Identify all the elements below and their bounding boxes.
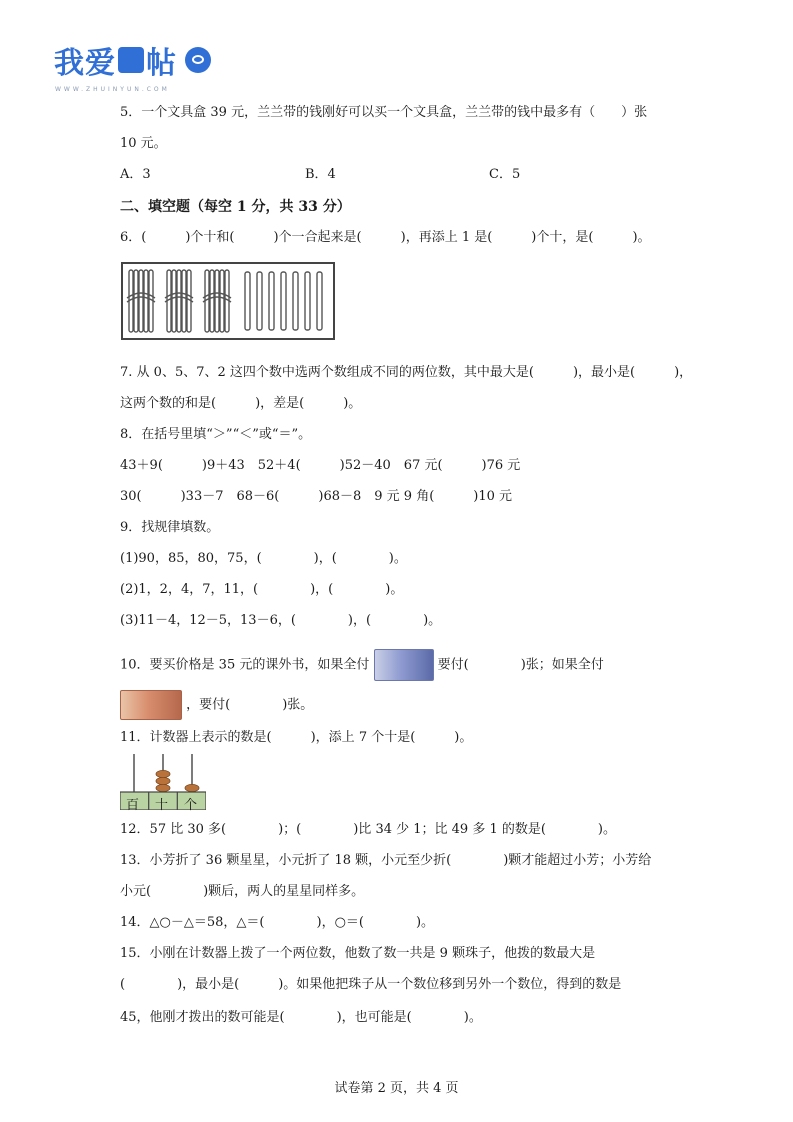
counter-label-ones: 个 <box>184 798 198 813</box>
chat-bubble-icon <box>185 47 211 73</box>
q8: 8．在括号里填“＞”“＜”或“＝”。 <box>120 427 312 442</box>
q10-line2 <box>120 690 313 720</box>
q8-row2: 30( )33－7 68－6( )68－8 9 元 9 角( )10 元 <box>120 489 513 504</box>
q5-line1: 5．一个文具盒 39 元，兰兰带的钱刚好可以买一个文具盒，兰兰带的钱中最多有（ ）张 <box>120 105 648 120</box>
q9-3: (3)11－4，12－5，13－6，( )，( )。 <box>120 613 442 628</box>
page-footer: 试卷第 2 页，共 4 页 <box>334 1081 459 1096</box>
single-sticks <box>245 272 322 330</box>
section-2-title: 二、填空题（每空 1 分，共 33 分） <box>120 199 351 215</box>
q7-line2: 这两个数的和是( )，差是( )。 <box>120 396 362 411</box>
q8-row1: 43＋9( )9＋43 52＋4( )52－40 67 元( )76 元 <box>120 458 521 473</box>
q6: 6．( )个十和( )个一合起来是( )，再添上 1 是( )个十，是( )。 <box>120 230 651 245</box>
q10-line1 <box>120 649 604 681</box>
q7-line1: 7. 从 0、5、7、2 这四个数中选两个数组成不同的两位数，其中最大是( )，最小是( )， <box>120 365 693 380</box>
sticks-illustration <box>123 264 333 338</box>
q15-line3: 45，他刚才拨出的数可能是( )，也可能是( )。 <box>120 1010 482 1025</box>
logo-subtitle: WWW.ZHUINYUN.COM <box>55 86 170 93</box>
q9-2: (2)1，2，4，7，11，( )，( )。 <box>120 582 404 597</box>
logo-mark-icon <box>118 47 144 73</box>
twenty-yuan-note-image <box>120 690 182 720</box>
ten-yuan-note-image <box>374 649 434 681</box>
q9: 9．找规律填数。 <box>120 520 220 535</box>
q13-line2: 小元( )颗后，两人的星星同样多。 <box>120 884 365 899</box>
logo-text: 我爱 <box>54 46 116 81</box>
counter-label-hundreds: 百 <box>126 798 140 813</box>
logo <box>54 38 211 82</box>
q14: 14．△○－△＝58，△＝( )，○＝( )。 <box>120 915 435 930</box>
q12: 12．57 比 30 多( )；( )比 34 少 1；比 49 多 1 的数是( )。 <box>120 822 617 837</box>
q11: 11．计数器上表示的数是( )，添上 7 个十是( )。 <box>120 730 473 745</box>
q10-text-post: 要付( )张；如果全付 <box>437 657 604 673</box>
stick-bundle-3 <box>203 270 231 332</box>
q15-line1: 15．小刚在计数器上拨了一个两位数，他数了数一共是 9 颗珠子，他拨的数最大是 <box>120 946 596 961</box>
logo-text-2: 帖 <box>146 46 177 81</box>
counter-label-tens: 十 <box>155 798 169 813</box>
q10-text-pre: 10．要买价格是 35 元的课外书，如果全付 <box>120 657 370 673</box>
q5-line2: 10 元。 <box>120 136 167 151</box>
sticks-bundles-figure <box>121 262 335 340</box>
q9-1: (1)90，85，80，75，( )，( )。 <box>120 551 407 566</box>
stick-bundle-2 <box>165 270 193 332</box>
q10-text-2: ，要付( )张。 <box>186 697 314 713</box>
q5-option-c: C．5 <box>489 167 521 182</box>
q15-line2: ( )，最小是( )。如果他把珠子从一个数位移到另外一个数位，得到的数是 <box>120 977 622 992</box>
q13-line1: 13．小芳折了 36 颗星星，小元折了 18 颗，小元至少折( )颗才能超过小芳；小芳给 <box>120 853 652 868</box>
counting-frame-figure <box>120 752 206 813</box>
stick-bundle-1 <box>127 270 155 332</box>
q5-option-a: A．3 <box>120 167 151 182</box>
q5-option-b: B．4 <box>305 167 336 182</box>
